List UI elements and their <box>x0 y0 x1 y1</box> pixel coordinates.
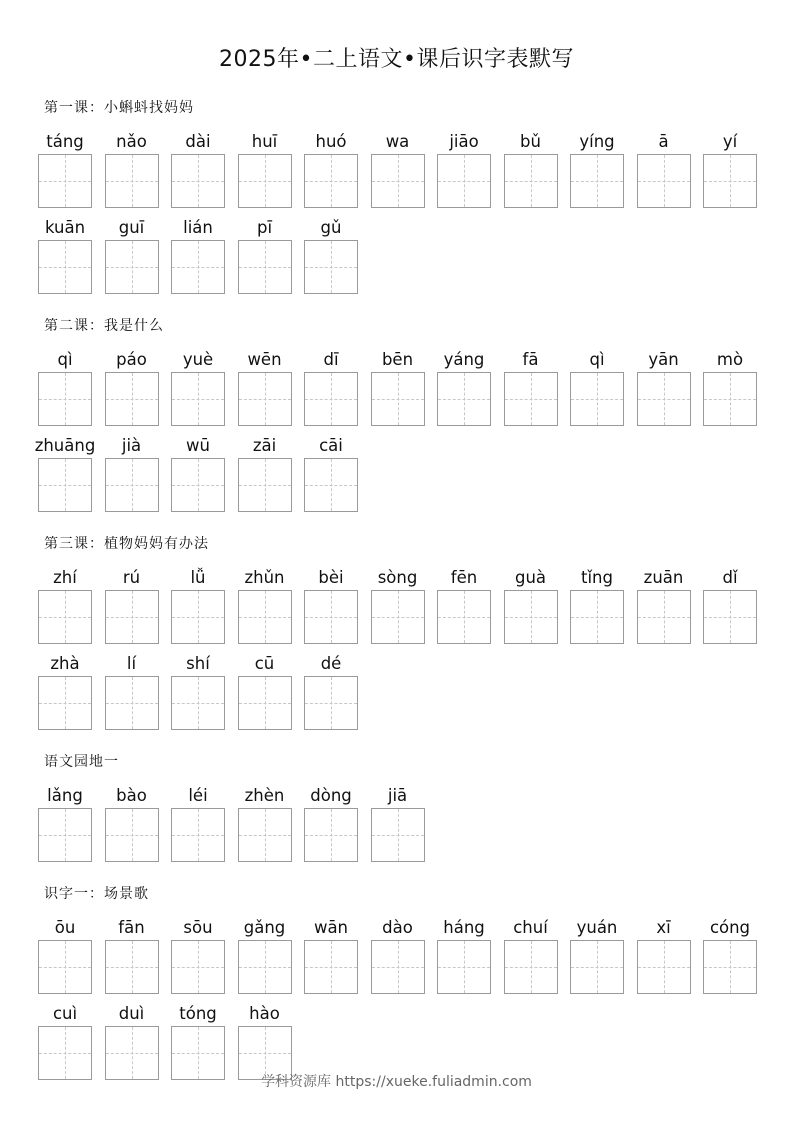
grid-guide-vertical <box>198 241 199 293</box>
grid-guide-vertical <box>398 809 399 861</box>
tianzige-writing-box[interactable] <box>371 808 425 862</box>
character-cell <box>304 349 358 426</box>
pinyin-label: páo <box>116 350 147 369</box>
character-cell <box>38 1003 92 1080</box>
grid-guide-vertical <box>398 591 399 643</box>
pinyin-label: gǎng <box>243 918 286 937</box>
grid-guide-vertical <box>198 809 199 861</box>
grid-guide-vertical <box>265 459 266 511</box>
tianzige-writing-box[interactable] <box>637 372 691 426</box>
pinyin-label: léi <box>188 786 208 805</box>
grid-guide-vertical <box>464 591 465 643</box>
character-cell <box>703 349 757 426</box>
grid-guide-vertical <box>265 155 266 207</box>
pinyin-label: huó <box>315 132 347 151</box>
grid-guide-vertical <box>265 809 266 861</box>
grid-guide-vertical <box>198 677 199 729</box>
tianzige-writing-box[interactable] <box>637 940 691 994</box>
tianzige-writing-box[interactable] <box>703 590 757 644</box>
pinyin-label: shí <box>186 654 210 673</box>
tianzige-writing-box[interactable] <box>171 372 225 426</box>
character-cell <box>38 653 92 730</box>
pinyin-label: pī <box>256 218 273 237</box>
pinyin-label: cóng <box>709 918 751 937</box>
tianzige-writing-box[interactable] <box>703 154 757 208</box>
pinyin-label: bèi <box>318 568 344 587</box>
character-cell <box>238 653 292 730</box>
character-cell <box>38 567 92 644</box>
tianzige-writing-box[interactable] <box>304 590 358 644</box>
tianzige-writing-box[interactable] <box>105 676 159 730</box>
character-cell <box>105 653 159 730</box>
tianzige-writing-box[interactable] <box>304 808 358 862</box>
page-title: 2025年•二上语文•课后识字表默写 <box>219 47 574 72</box>
pinyin-label: zhǔn <box>244 568 285 587</box>
lesson-heading: 第二课：我是什么 <box>44 318 164 334</box>
character-cell <box>437 917 491 994</box>
pinyin-label: zhí <box>53 568 77 587</box>
grid-guide-vertical <box>464 373 465 425</box>
grid-guide-vertical <box>597 155 598 207</box>
character-cell <box>504 567 558 644</box>
character-cell <box>34 435 96 512</box>
character-cell <box>171 131 225 208</box>
tianzige-writing-box[interactable] <box>504 154 558 208</box>
pinyin-label: chuí <box>513 918 548 937</box>
pinyin-label: duì <box>118 1004 145 1023</box>
tianzige-writing-box[interactable] <box>238 458 292 512</box>
grid-guide-vertical <box>65 591 66 643</box>
pinyin-label: sòng <box>377 568 418 587</box>
character-cell <box>570 917 624 994</box>
tianzige-writing-box[interactable] <box>504 590 558 644</box>
character-cell <box>238 567 292 644</box>
character-cell <box>171 435 225 512</box>
pinyin-label: gǔ <box>320 218 342 237</box>
pinyin-label: zhà <box>50 654 80 673</box>
grid-guide-vertical <box>265 677 266 729</box>
character-cell <box>637 917 691 994</box>
grid-guide-vertical <box>331 373 332 425</box>
tianzige-writing-box[interactable] <box>703 372 757 426</box>
tianzige-writing-box[interactable] <box>637 590 691 644</box>
tianzige-writing-box[interactable] <box>371 940 425 994</box>
pinyin-label: cāi <box>319 436 343 455</box>
tianzige-writing-box[interactable] <box>105 590 159 644</box>
pinyin-label: bào <box>116 786 147 805</box>
tianzige-writing-box[interactable] <box>171 590 225 644</box>
character-cell <box>371 131 425 208</box>
pinyin-label: xī <box>656 918 671 937</box>
character-cell <box>238 435 292 512</box>
tianzige-writing-box[interactable] <box>171 240 225 294</box>
tianzige-writing-box[interactable] <box>105 940 159 994</box>
grid-guide-vertical <box>265 941 266 993</box>
pinyin-label: hào <box>249 1004 280 1023</box>
grid-guide-vertical <box>664 373 665 425</box>
pinyin-label: dào <box>382 918 413 937</box>
grid-guide-vertical <box>198 459 199 511</box>
pinyin-label: tǐng <box>581 568 613 587</box>
grid-guide-vertical <box>198 941 199 993</box>
tianzige-writing-box[interactable] <box>504 372 558 426</box>
grid-guide-vertical <box>531 941 532 993</box>
character-cell <box>105 917 159 994</box>
pinyin-label: yáng <box>443 350 485 369</box>
pinyin-label: dé <box>320 654 342 673</box>
grid-guide-vertical <box>597 373 598 425</box>
tianzige-writing-box[interactable] <box>238 808 292 862</box>
character-cell <box>38 917 92 994</box>
pinyin-label: huī <box>251 132 278 151</box>
pinyin-label: lǚ <box>190 568 206 587</box>
character-cell <box>504 131 558 208</box>
grid-guide-vertical <box>132 591 133 643</box>
character-cell <box>371 785 425 862</box>
grid-guide-vertical <box>531 373 532 425</box>
grid-guide-vertical <box>730 155 731 207</box>
grid-guide-vertical <box>464 155 465 207</box>
pinyin-label: yí <box>722 132 738 151</box>
tianzige-writing-box[interactable] <box>437 940 491 994</box>
tianzige-writing-box[interactable] <box>238 372 292 426</box>
tianzige-writing-box[interactable] <box>570 940 624 994</box>
character-cell <box>38 131 92 208</box>
character-cell <box>38 785 92 862</box>
grid-guide-vertical <box>65 809 66 861</box>
tianzige-writing-box[interactable] <box>171 154 225 208</box>
character-cell <box>437 131 491 208</box>
grid-guide-vertical <box>331 941 332 993</box>
grid-guide-vertical <box>597 591 598 643</box>
character-cell <box>171 1003 225 1080</box>
character-cell <box>238 1003 292 1080</box>
tianzige-writing-box[interactable] <box>371 154 425 208</box>
pinyin-label: dòng <box>310 786 352 805</box>
character-cell <box>570 567 624 644</box>
pinyin-label: zāi <box>252 436 277 455</box>
tianzige-writing-box[interactable] <box>105 808 159 862</box>
tianzige-writing-box[interactable] <box>304 240 358 294</box>
tianzige-writing-box[interactable] <box>38 676 92 730</box>
grid-guide-vertical <box>265 591 266 643</box>
grid-guide-vertical <box>331 241 332 293</box>
grid-guide-vertical <box>132 809 133 861</box>
character-cell <box>105 567 159 644</box>
character-cell <box>371 567 425 644</box>
pinyin-label: guà <box>514 568 547 587</box>
pinyin-label: dǐ <box>722 568 738 587</box>
pinyin-label: cū <box>254 654 275 673</box>
tianzige-writing-box[interactable] <box>171 676 225 730</box>
character-cell <box>304 435 358 512</box>
character-cell <box>304 217 358 294</box>
character-cell <box>570 349 624 426</box>
tianzige-writing-box[interactable] <box>105 154 159 208</box>
character-cell <box>171 917 225 994</box>
pinyin-label: ōu <box>54 918 76 937</box>
character-cell <box>238 349 292 426</box>
footer-watermark: 学科资源库 https://xueke.fuliadmin.com <box>261 1074 532 1090</box>
character-cell <box>171 567 225 644</box>
grid-guide-vertical <box>531 155 532 207</box>
character-cell <box>105 349 159 426</box>
grid-guide-vertical <box>730 941 731 993</box>
grid-guide-vertical <box>464 941 465 993</box>
tianzige-writing-box[interactable] <box>38 940 92 994</box>
grid-guide-vertical <box>331 591 332 643</box>
lesson-heading: 第一课：小蝌蚪找妈妈 <box>44 100 194 116</box>
pinyin-label: tóng <box>179 1004 217 1023</box>
pinyin-label: wa <box>385 132 410 151</box>
pinyin-label: lí <box>126 654 137 673</box>
pinyin-label: zuān <box>643 568 684 587</box>
tianzige-writing-box[interactable] <box>171 458 225 512</box>
tianzige-writing-box[interactable] <box>504 940 558 994</box>
character-cell <box>171 653 225 730</box>
lesson-heading: 第三课：植物妈妈有办法 <box>44 536 209 552</box>
tianzige-writing-box[interactable] <box>38 590 92 644</box>
pinyin-label: fān <box>118 918 145 937</box>
character-cell <box>703 567 757 644</box>
grid-guide-vertical <box>65 941 66 993</box>
tianzige-writing-box[interactable] <box>703 940 757 994</box>
grid-guide-vertical <box>132 459 133 511</box>
pinyin-label: dī <box>323 350 339 369</box>
pinyin-label: zhèn <box>244 786 285 805</box>
grid-guide-vertical <box>730 373 731 425</box>
tianzige-writing-box[interactable] <box>238 240 292 294</box>
tianzige-writing-box[interactable] <box>38 458 92 512</box>
grid-guide-vertical <box>331 459 332 511</box>
tianzige-writing-box[interactable] <box>304 458 358 512</box>
character-cell <box>105 131 159 208</box>
tianzige-writing-box[interactable] <box>437 154 491 208</box>
pinyin-label: yíng <box>579 132 615 151</box>
character-cell <box>171 349 225 426</box>
pinyin-label: táng <box>46 132 84 151</box>
tianzige-writing-box[interactable] <box>105 240 159 294</box>
pinyin-label: jiāo <box>449 132 479 151</box>
grid-guide-vertical <box>664 591 665 643</box>
pinyin-label: yuè <box>182 350 214 369</box>
grid-guide-vertical <box>597 941 598 993</box>
character-cell <box>105 785 159 862</box>
grid-guide-vertical <box>398 941 399 993</box>
pinyin-label: guī <box>118 218 145 237</box>
pinyin-label: dài <box>185 132 211 151</box>
character-cell <box>437 567 491 644</box>
pinyin-label: bēn <box>381 350 414 369</box>
pinyin-label: cuì <box>52 1004 78 1023</box>
tianzige-writing-box[interactable] <box>570 372 624 426</box>
tianzige-writing-box[interactable] <box>637 154 691 208</box>
tianzige-writing-box[interactable] <box>371 590 425 644</box>
character-cell <box>171 785 225 862</box>
character-cell <box>238 917 292 994</box>
pinyin-label: qì <box>57 350 73 369</box>
grid-guide-vertical <box>198 591 199 643</box>
grid-guide-vertical <box>132 155 133 207</box>
tianzige-writing-box[interactable] <box>105 372 159 426</box>
grid-guide-vertical <box>331 677 332 729</box>
character-cell <box>105 435 159 512</box>
tianzige-writing-box[interactable] <box>304 676 358 730</box>
pinyin-label: jiā <box>387 786 408 805</box>
grid-guide-vertical <box>65 241 66 293</box>
grid-guide-vertical <box>65 155 66 207</box>
character-cell <box>304 917 358 994</box>
grid-guide-vertical <box>132 241 133 293</box>
character-cell <box>238 217 292 294</box>
character-cell <box>304 567 358 644</box>
tianzige-writing-box[interactable] <box>105 458 159 512</box>
character-cell <box>304 653 358 730</box>
grid-guide-vertical <box>132 677 133 729</box>
tianzige-writing-box[interactable] <box>437 590 491 644</box>
tianzige-writing-box[interactable] <box>171 808 225 862</box>
character-cell <box>371 349 425 426</box>
tianzige-writing-box[interactable] <box>171 940 225 994</box>
character-cell <box>371 917 425 994</box>
pinyin-label: kuān <box>44 218 86 237</box>
lesson-heading: 识字一：场景歌 <box>44 886 149 902</box>
character-cell <box>238 785 292 862</box>
grid-guide-vertical <box>664 155 665 207</box>
pinyin-label: wēn <box>247 350 282 369</box>
pinyin-label: ā <box>658 132 669 151</box>
pinyin-label: rú <box>122 568 141 587</box>
tianzige-writing-box[interactable] <box>570 154 624 208</box>
pinyin-label: sōu <box>183 918 213 937</box>
character-cell <box>38 217 92 294</box>
tianzige-writing-box[interactable] <box>238 154 292 208</box>
character-cell <box>437 349 491 426</box>
pinyin-label: wān <box>313 918 349 937</box>
pinyin-label: yuán <box>576 918 618 937</box>
character-cell <box>637 349 691 426</box>
character-cell <box>703 917 757 994</box>
character-cell <box>304 785 358 862</box>
tianzige-writing-box[interactable] <box>304 154 358 208</box>
character-cell <box>171 217 225 294</box>
character-cell <box>105 1003 159 1080</box>
tianzige-writing-box[interactable] <box>38 808 92 862</box>
pinyin-label: lǎng <box>47 786 83 805</box>
grid-guide-vertical <box>398 373 399 425</box>
pinyin-label: háng <box>443 918 485 937</box>
tianzige-writing-box[interactable] <box>304 372 358 426</box>
grid-guide-vertical <box>265 373 266 425</box>
pinyin-label: qì <box>589 350 605 369</box>
tianzige-writing-box[interactable] <box>38 240 92 294</box>
tianzige-writing-box[interactable] <box>570 590 624 644</box>
grid-guide-vertical <box>198 373 199 425</box>
character-cell <box>504 349 558 426</box>
character-cell <box>504 917 558 994</box>
pinyin-label: fēn <box>450 568 478 587</box>
grid-guide-vertical <box>65 677 66 729</box>
grid-guide-vertical <box>265 241 266 293</box>
grid-guide-vertical <box>132 373 133 425</box>
pinyin-label: nǎo <box>116 132 147 151</box>
pinyin-label: bǔ <box>520 132 541 151</box>
pinyin-label: jià <box>121 436 142 455</box>
grid-guide-vertical <box>730 591 731 643</box>
pinyin-label: yān <box>648 350 679 369</box>
tianzige-writing-box[interactable] <box>371 372 425 426</box>
pinyin-label: wū <box>186 436 210 455</box>
character-cell <box>304 131 358 208</box>
character-cell <box>637 567 691 644</box>
character-cell <box>238 131 292 208</box>
character-cell <box>105 217 159 294</box>
character-cell <box>703 131 757 208</box>
pinyin-label: fā <box>522 350 539 369</box>
grid-guide-vertical <box>331 809 332 861</box>
grid-guide-vertical <box>664 941 665 993</box>
pinyin-label: zhuāng <box>34 436 96 455</box>
grid-guide-vertical <box>65 373 66 425</box>
pinyin-label: lián <box>183 218 213 237</box>
tianzige-writing-box[interactable] <box>38 154 92 208</box>
grid-guide-vertical <box>132 941 133 993</box>
grid-guide-vertical <box>398 155 399 207</box>
tianzige-writing-box[interactable] <box>238 590 292 644</box>
character-cell <box>637 131 691 208</box>
grid-guide-vertical <box>198 155 199 207</box>
tianzige-writing-box[interactable] <box>304 940 358 994</box>
tianzige-writing-box[interactable] <box>38 372 92 426</box>
tianzige-writing-box[interactable] <box>238 940 292 994</box>
tianzige-writing-box[interactable] <box>238 676 292 730</box>
pinyin-label: mò <box>716 350 744 369</box>
grid-guide-vertical <box>331 155 332 207</box>
tianzige-writing-box[interactable] <box>437 372 491 426</box>
character-cell <box>570 131 624 208</box>
grid-guide-vertical <box>65 459 66 511</box>
grid-guide-vertical <box>531 591 532 643</box>
lesson-heading: 语文园地一 <box>44 754 119 770</box>
character-cell <box>38 349 92 426</box>
